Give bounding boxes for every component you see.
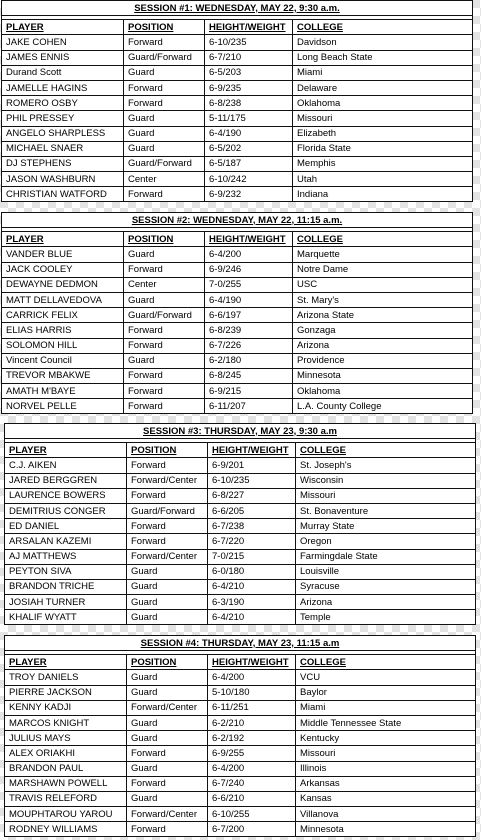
table-row	[5, 564, 476, 579]
player-name: JAMELLE HAGINS	[2, 80, 124, 95]
player-height-weight: 6-7/238	[208, 519, 296, 534]
player-height-weight: 6-7/210	[205, 50, 293, 65]
table-row	[5, 458, 476, 473]
player-name: RODNEY WILLIAMS	[5, 822, 127, 837]
player-position: Forward	[124, 338, 205, 353]
player-college: Providence	[293, 353, 473, 368]
player-position: Forward	[127, 822, 208, 837]
column-header-position: POSITION	[124, 232, 205, 247]
player-height-weight: 6-9/246	[205, 262, 293, 277]
table-row	[5, 503, 476, 518]
player-position: Guard	[127, 564, 208, 579]
table-row	[5, 595, 476, 610]
player-college: Syracuse	[296, 579, 476, 594]
player-name: ROMERO OSBY	[2, 96, 124, 111]
player-name: JAMES ENNIS	[2, 50, 124, 65]
column-header-player: PLAYER	[5, 655, 127, 670]
column-header-height-weight: HEIGHT/WEIGHT	[208, 655, 296, 670]
player-name: DJ STEPHENS	[2, 156, 124, 171]
column-header-height-weight: HEIGHT/WEIGHT	[205, 20, 293, 35]
player-height-weight: 6-4/190	[205, 292, 293, 307]
column-header-player: PLAYER	[5, 443, 127, 458]
table-row	[2, 80, 473, 95]
column-header-player: PLAYER	[2, 20, 124, 35]
player-position: Forward/Center	[127, 700, 208, 715]
table-row	[2, 187, 473, 202]
player-position: Guard	[124, 353, 205, 368]
session-1	[1, 0, 473, 202]
table-row	[2, 111, 473, 126]
player-college: Arizona State	[293, 308, 473, 323]
player-college: Arkansas	[296, 776, 476, 791]
player-name: C.J. AIKEN	[5, 458, 127, 473]
table-row	[2, 172, 473, 187]
player-name: DEMITRIUS CONGER	[5, 503, 127, 518]
player-height-weight: 6-8/227	[208, 488, 296, 503]
table-row	[2, 156, 473, 171]
table-row	[5, 746, 476, 761]
player-college: Middle Tennessee State	[296, 715, 476, 730]
player-position: Guard	[127, 579, 208, 594]
player-position: Forward	[124, 368, 205, 383]
player-college: Minnesota	[296, 822, 476, 837]
player-position: Forward	[124, 262, 205, 277]
player-position: Guard/Forward	[124, 156, 205, 171]
column-header-height-weight: HEIGHT/WEIGHT	[208, 443, 296, 458]
table-row	[2, 399, 473, 414]
player-college: Wisconsin	[296, 473, 476, 488]
player-height-weight: 6-9/232	[205, 187, 293, 202]
table-row	[2, 353, 473, 368]
table-row	[2, 262, 473, 277]
player-name: AMATH M'BAYE	[2, 384, 124, 399]
player-position: Guard	[124, 247, 205, 262]
table-row	[5, 488, 476, 503]
player-position: Guard	[124, 126, 205, 141]
header-row	[2, 20, 473, 35]
player-position: Guard	[127, 715, 208, 730]
player-name: MARCOS KNIGHT	[5, 715, 127, 730]
player-college: Memphis	[293, 156, 473, 171]
table-row	[5, 791, 476, 806]
table-row	[5, 534, 476, 549]
player-position: Guard	[124, 141, 205, 156]
column-header-position: POSITION	[127, 655, 208, 670]
player-name: Vincent Council	[2, 353, 124, 368]
player-position: Forward	[124, 323, 205, 338]
session-2-table	[1, 212, 473, 414]
player-position: Guard	[127, 731, 208, 746]
player-position: Guard	[127, 761, 208, 776]
player-college: St. Bonaventure	[296, 503, 476, 518]
player-position: Forward	[127, 776, 208, 791]
session-title-row	[5, 424, 476, 439]
table-row	[5, 670, 476, 685]
player-position: Guard	[127, 595, 208, 610]
table-row	[2, 277, 473, 292]
session-title-row	[2, 1, 473, 16]
player-position: Forward	[124, 399, 205, 414]
player-college: Miami	[293, 65, 473, 80]
session-1-table	[1, 0, 473, 202]
player-college: L.A. County College	[293, 399, 473, 414]
player-college: Oklahoma	[293, 384, 473, 399]
column-header-college: COLLEGE	[293, 232, 473, 247]
player-name: Durand Scott	[2, 65, 124, 80]
player-college: Illinois	[296, 761, 476, 776]
player-height-weight: 6-2/180	[205, 353, 293, 368]
player-college: Temple	[296, 610, 476, 625]
column-header-college: COLLEGE	[296, 443, 476, 458]
player-college: Villanova	[296, 807, 476, 822]
player-college: Missouri	[296, 746, 476, 761]
player-name: DEWAYNE DEDMON	[2, 277, 124, 292]
player-height-weight: 6-7/200	[208, 822, 296, 837]
player-name: PHIL PRESSEY	[2, 111, 124, 126]
player-height-weight: 7-0/215	[208, 549, 296, 564]
player-college: Arizona	[296, 595, 476, 610]
player-position: Guard	[127, 685, 208, 700]
session-title: SESSION #1: WEDNESDAY, MAY 22, 9:30 a.m.	[2, 1, 473, 16]
player-college: Notre Dame	[293, 262, 473, 277]
table-row	[2, 338, 473, 353]
player-position: Guard/Forward	[124, 50, 205, 65]
column-header-player: PLAYER	[2, 232, 124, 247]
player-position: Guard/Forward	[124, 308, 205, 323]
player-college: Gonzaga	[293, 323, 473, 338]
player-name: TRAVIS RELEFORD	[5, 791, 127, 806]
player-name: MARSHAWN POWELL	[5, 776, 127, 791]
player-height-weight: 5-11/175	[205, 111, 293, 126]
player-position: Guard	[124, 292, 205, 307]
table-row	[5, 822, 476, 837]
player-name: VANDER BLUE	[2, 247, 124, 262]
player-height-weight: 6-0/180	[208, 564, 296, 579]
player-name: MOUPHTAROU YAROU	[5, 807, 127, 822]
player-height-weight: 6-5/202	[205, 141, 293, 156]
player-position: Forward	[127, 488, 208, 503]
player-height-weight: 6-10/255	[208, 807, 296, 822]
player-height-weight: 6-2/192	[208, 731, 296, 746]
session-4-table	[4, 635, 476, 837]
player-college: Marquette	[293, 247, 473, 262]
session-title: SESSION #4: THURSDAY, MAY 23, 11:15 a.m	[5, 636, 476, 651]
header-row	[5, 443, 476, 458]
player-height-weight: 6-6/210	[208, 791, 296, 806]
table-row	[2, 308, 473, 323]
player-name: TREVOR MBAKWE	[2, 368, 124, 383]
session-title-row	[5, 636, 476, 651]
player-height-weight: 6-6/197	[205, 308, 293, 323]
table-row	[2, 323, 473, 338]
player-position: Guard/Forward	[127, 503, 208, 518]
player-college: St. Joseph's	[296, 458, 476, 473]
player-height-weight: 6-10/235	[208, 473, 296, 488]
player-position: Guard	[127, 791, 208, 806]
player-position: Center	[124, 277, 205, 292]
player-position: Forward/Center	[127, 807, 208, 822]
player-name: CHRISTIAN WATFORD	[2, 187, 124, 202]
player-height-weight: 6-5/203	[205, 65, 293, 80]
player-height-weight: 6-9/235	[205, 80, 293, 95]
player-height-weight: 5-10/180	[208, 685, 296, 700]
player-college: Utah	[293, 172, 473, 187]
player-name: BRANDON PAUL	[5, 761, 127, 776]
player-position: Center	[124, 172, 205, 187]
player-position: Forward	[124, 96, 205, 111]
column-header-college: COLLEGE	[293, 20, 473, 35]
session-title: SESSION #2: WEDNESDAY, MAY 22, 11:15 a.m.	[2, 213, 473, 228]
player-name: MATT DELLAVEDOVA	[2, 292, 124, 307]
player-height-weight: 6-4/200	[205, 247, 293, 262]
player-height-weight: 6-7/240	[208, 776, 296, 791]
player-height-weight: 6-9/255	[208, 746, 296, 761]
player-name: ARSALAN KAZEMI	[5, 534, 127, 549]
player-college: Elizabeth	[293, 126, 473, 141]
player-height-weight: 6-9/201	[208, 458, 296, 473]
table-row	[2, 384, 473, 399]
player-college: St. Mary's	[293, 292, 473, 307]
player-college: Oregon	[296, 534, 476, 549]
table-row	[2, 50, 473, 65]
table-row	[5, 776, 476, 791]
player-name: ELIAS HARRIS	[2, 323, 124, 338]
player-height-weight: 6-8/238	[205, 96, 293, 111]
player-position: Forward	[124, 80, 205, 95]
player-position: Guard	[124, 65, 205, 80]
player-position: Forward/Center	[127, 549, 208, 564]
player-name: ALEX ORIAKHI	[5, 746, 127, 761]
table-row	[5, 549, 476, 564]
player-height-weight: 6-11/251	[208, 700, 296, 715]
player-name: AJ MATTHEWS	[5, 549, 127, 564]
player-name: NORVEL PELLE	[2, 399, 124, 414]
table-row	[2, 141, 473, 156]
player-name: ANGELO SHARPLESS	[2, 126, 124, 141]
player-college: Miami	[296, 700, 476, 715]
player-college: Kentucky	[296, 731, 476, 746]
table-row	[2, 247, 473, 262]
table-row	[5, 761, 476, 776]
player-name: SOLOMON HILL	[2, 338, 124, 353]
player-name: PEYTON SIVA	[5, 564, 127, 579]
player-position: Forward	[127, 746, 208, 761]
player-college: Baylor	[296, 685, 476, 700]
table-row	[2, 368, 473, 383]
player-name: JASON WASHBURN	[2, 172, 124, 187]
player-height-weight: 6-4/190	[205, 126, 293, 141]
player-college: USC	[293, 277, 473, 292]
player-position: Forward/Center	[127, 473, 208, 488]
player-college: Long Beach State	[293, 50, 473, 65]
player-name: ED DANIEL	[5, 519, 127, 534]
player-height-weight: 7-0/255	[205, 277, 293, 292]
player-college: Minnesota	[293, 368, 473, 383]
player-college: VCU	[296, 670, 476, 685]
player-position: Guard	[127, 670, 208, 685]
player-name: JOSIAH TURNER	[5, 595, 127, 610]
table-row	[5, 685, 476, 700]
table-row	[2, 35, 473, 50]
player-position: Forward	[127, 534, 208, 549]
player-height-weight: 6-4/210	[208, 579, 296, 594]
table-row	[5, 610, 476, 625]
table-row	[5, 473, 476, 488]
player-height-weight: 6-8/239	[205, 323, 293, 338]
player-position: Guard	[127, 610, 208, 625]
table-row	[2, 65, 473, 80]
player-position: Forward	[124, 384, 205, 399]
player-height-weight: 6-11/207	[205, 399, 293, 414]
player-height-weight: 6-7/226	[205, 338, 293, 353]
player-name: KENNY KADJI	[5, 700, 127, 715]
player-height-weight: 6-3/190	[208, 595, 296, 610]
player-name: KHALIF WYATT	[5, 610, 127, 625]
table-row	[2, 96, 473, 111]
table-row	[5, 700, 476, 715]
player-height-weight: 6-5/187	[205, 156, 293, 171]
player-college: Louisville	[296, 564, 476, 579]
session-title-row	[2, 213, 473, 228]
table-row	[5, 715, 476, 730]
table-row	[2, 126, 473, 141]
player-college: Murray State	[296, 519, 476, 534]
session-3	[4, 423, 476, 625]
player-height-weight: 6-2/210	[208, 715, 296, 730]
player-height-weight: 6-4/210	[208, 610, 296, 625]
player-college: Davidson	[293, 35, 473, 50]
player-name: PIERRE JACKSON	[5, 685, 127, 700]
column-header-position: POSITION	[127, 443, 208, 458]
column-header-height-weight: HEIGHT/WEIGHT	[205, 232, 293, 247]
player-position: Guard	[124, 111, 205, 126]
table-row	[5, 579, 476, 594]
player-height-weight: 6-9/215	[205, 384, 293, 399]
player-position: Forward	[127, 519, 208, 534]
player-college: Farmingdale State	[296, 549, 476, 564]
player-name: JARED BERGGREN	[5, 473, 127, 488]
player-name: JAKE COHEN	[2, 35, 124, 50]
player-height-weight: 6-8/245	[205, 368, 293, 383]
header-row	[2, 232, 473, 247]
player-college: Arizona	[293, 338, 473, 353]
table-row	[5, 519, 476, 534]
session-3-table	[4, 423, 476, 625]
player-height-weight: 6-10/235	[205, 35, 293, 50]
player-height-weight: 6-4/200	[208, 670, 296, 685]
player-name: MICHAEL SNAER	[2, 141, 124, 156]
player-name: LAURENCE BOWERS	[5, 488, 127, 503]
player-college: Kansas	[296, 791, 476, 806]
player-college: Missouri	[296, 488, 476, 503]
player-height-weight: 6-10/242	[205, 172, 293, 187]
player-name: TROY DANIELS	[5, 670, 127, 685]
player-height-weight: 6-7/220	[208, 534, 296, 549]
player-name: CARRICK FELIX	[2, 308, 124, 323]
player-height-weight: 6-4/200	[208, 761, 296, 776]
player-name: JULIUS MAYS	[5, 731, 127, 746]
player-name: BRANDON TRICHE	[5, 579, 127, 594]
table-row	[5, 807, 476, 822]
column-header-position: POSITION	[124, 20, 205, 35]
player-position: Forward	[124, 187, 205, 202]
player-college: Missouri	[293, 111, 473, 126]
player-position: Forward	[124, 35, 205, 50]
player-college: Oklahoma	[293, 96, 473, 111]
table-row	[2, 292, 473, 307]
table-row	[5, 731, 476, 746]
player-college: Florida State	[293, 141, 473, 156]
column-header-college: COLLEGE	[296, 655, 476, 670]
header-row	[5, 655, 476, 670]
player-position: Forward	[127, 458, 208, 473]
player-height-weight: 6-6/205	[208, 503, 296, 518]
session-4	[4, 635, 476, 837]
session-title: SESSION #3: THURSDAY, MAY 23, 9:30 a.m	[5, 424, 476, 439]
session-2	[1, 212, 473, 414]
player-college: Indiana	[293, 187, 473, 202]
player-name: JACK COOLEY	[2, 262, 124, 277]
player-college: Delaware	[293, 80, 473, 95]
